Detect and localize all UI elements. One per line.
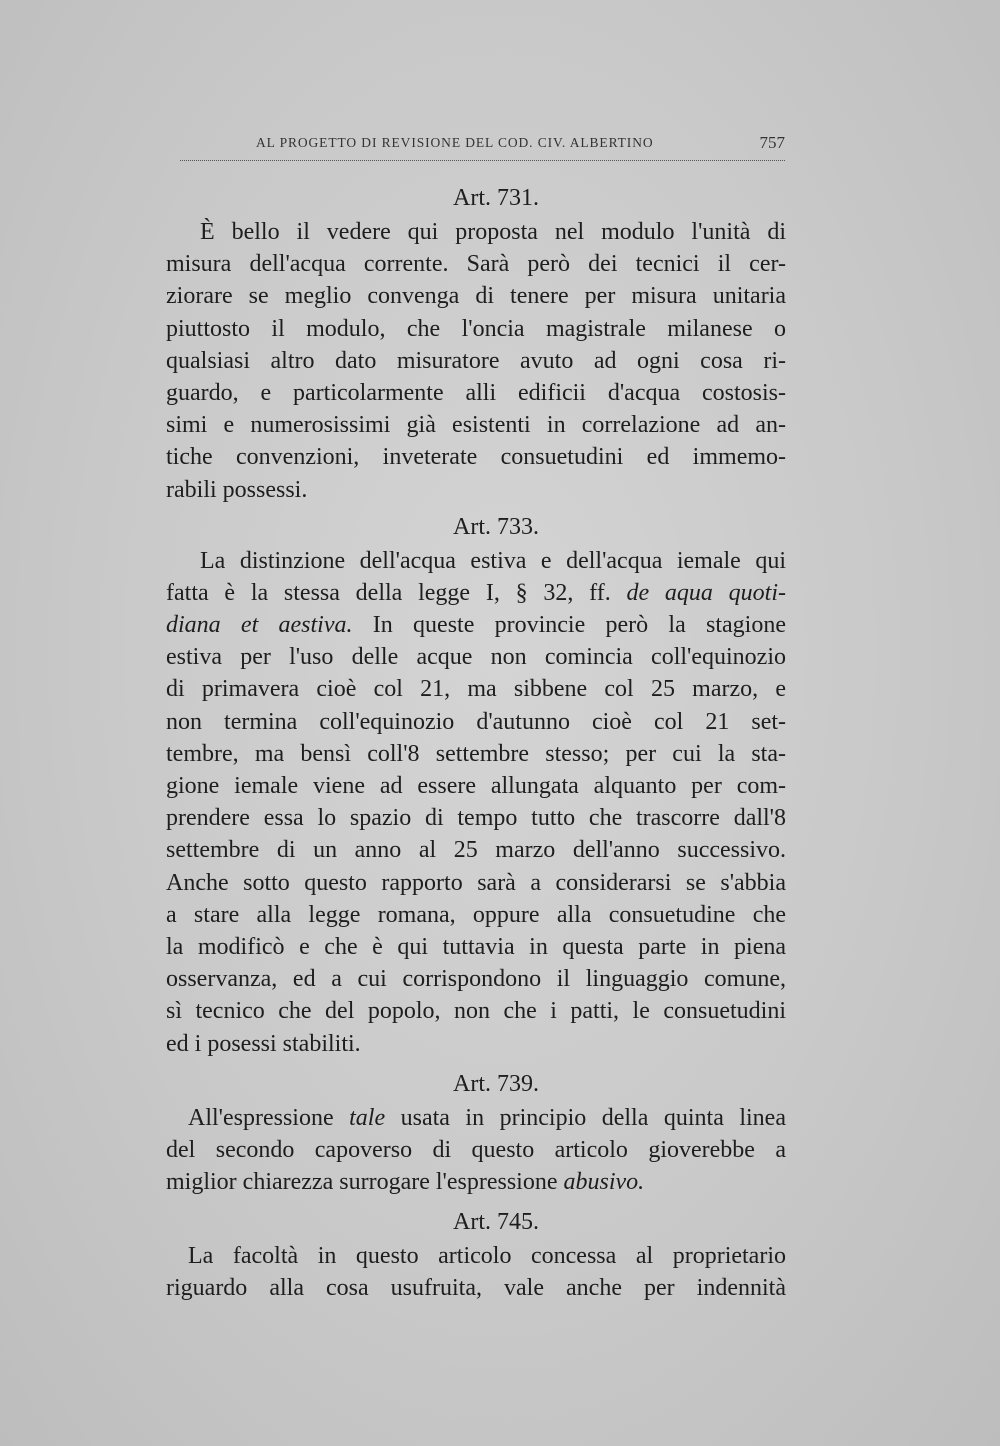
article-heading-745: Art. 745. <box>453 1209 539 1236</box>
running-title: AL PROGETTO DI REVISIONE DEL COD. CIV. ALBERTINO <box>256 135 654 150</box>
text-line: qualsiasi altro dato misuratore avuto ad ogni cosa ri- <box>166 347 786 374</box>
italic-term: tale <box>349 1104 386 1131</box>
article-heading-731: Art. 731. <box>453 185 539 211</box>
text-line: di primavera cioè col 21, ma sibbene col 25 marzo, e <box>166 676 786 703</box>
text-line <box>166 1166 786 1198</box>
article-745-paragraph <box>166 1240 786 1304</box>
text-line: rabili possessi. <box>166 476 308 503</box>
text-span: usata in principio della quinta linea <box>385 1104 786 1131</box>
text-line <box>166 1102 786 1134</box>
text-line: piuttosto il modulo, che l'oncia magistrale milanese o <box>166 315 786 342</box>
text-line: La distinzione dell'acqua estiva e dell'acqua iemale qui <box>200 547 786 574</box>
italic-citation: diana et aestiva. <box>166 612 353 639</box>
italic-term: abusivo. <box>563 1169 645 1196</box>
text-span: All'espressione <box>188 1104 350 1131</box>
text-line: non termina coll'equinozio d'autunno cioè col 21 set- <box>166 708 786 735</box>
text-line: sì tecnico che del popolo, non che i patti, le consuetudini <box>166 998 786 1025</box>
text-line: tembre, ma bensì coll'8 settembre stesso; per cui la sta- <box>166 740 786 767</box>
text-line: È bello il vedere qui proposta nel modulo l'unità di <box>200 219 786 245</box>
text-line: settembre di un anno al 25 marzo dell'anno successivo. <box>166 837 786 864</box>
article-heading-739: Art. 739. <box>453 1070 539 1097</box>
text-line: ziorare se meglio convenga di tenere per misura unitaria <box>166 283 786 310</box>
text-line-citation <box>166 577 786 609</box>
text-line: tiche convenzioni, inveterate consuetudini ed immemo- <box>166 444 786 471</box>
text-span: In queste provincie però la stagione <box>352 612 787 639</box>
text-line: estiva per l'uso delle acque non comincia coll'equinozio <box>166 644 786 671</box>
article-731-paragraph <box>166 216 786 506</box>
body-text <box>166 180 786 1305</box>
article-739-paragraph <box>166 1102 786 1199</box>
text-line: osservanza, ed a cui corrispondono il linguaggio comune, <box>166 966 786 993</box>
text-line: prendere essa lo spazio di tempo tutto che trascorre dall'8 <box>166 805 786 832</box>
text-line: misura dell'acqua corrente. Sarà però dei tecnici il cer- <box>166 251 786 278</box>
text-line: riguardo alla cosa usufruita, vale anche per indennità <box>166 1275 786 1302</box>
text-line: simi e numerosissimi già esistenti in correlazione ad an- <box>166 412 786 439</box>
text-line: del secondo capoverso di questo articolo gioverebbe a <box>166 1136 786 1163</box>
text-line: a stare alla legge romana, oppure alla consuetudine che <box>166 901 786 928</box>
text-line-citation <box>166 609 786 641</box>
text-line: ed i posessi stabiliti. <box>166 1030 361 1057</box>
text-span: fatta è la stessa della legge I, § 32, ff. <box>166 579 627 606</box>
text-span: miglior chiarezza surrogare l'espressione <box>166 1169 564 1196</box>
text-line: guardo, e particolarmente alli edificii d'acqua costosis- <box>166 379 786 406</box>
text-line: Anche sotto questo rapporto sarà a considerarsi se s'abbia <box>166 869 786 896</box>
page-header <box>180 130 785 161</box>
page-number: 757 <box>759 133 785 152</box>
italic-citation: de aqua quoti- <box>626 579 786 606</box>
text-line: la modificò e che è qui tuttavia in questa parte in piena <box>166 933 786 960</box>
article-733-paragraph <box>166 545 786 1060</box>
text-line: La facoltà in questo articolo concessa al proprietario <box>188 1243 786 1270</box>
text-line: gione iemale viene ad essere allungata alquanto per com- <box>166 773 786 799</box>
article-heading-733: Art. 733. <box>453 513 539 540</box>
